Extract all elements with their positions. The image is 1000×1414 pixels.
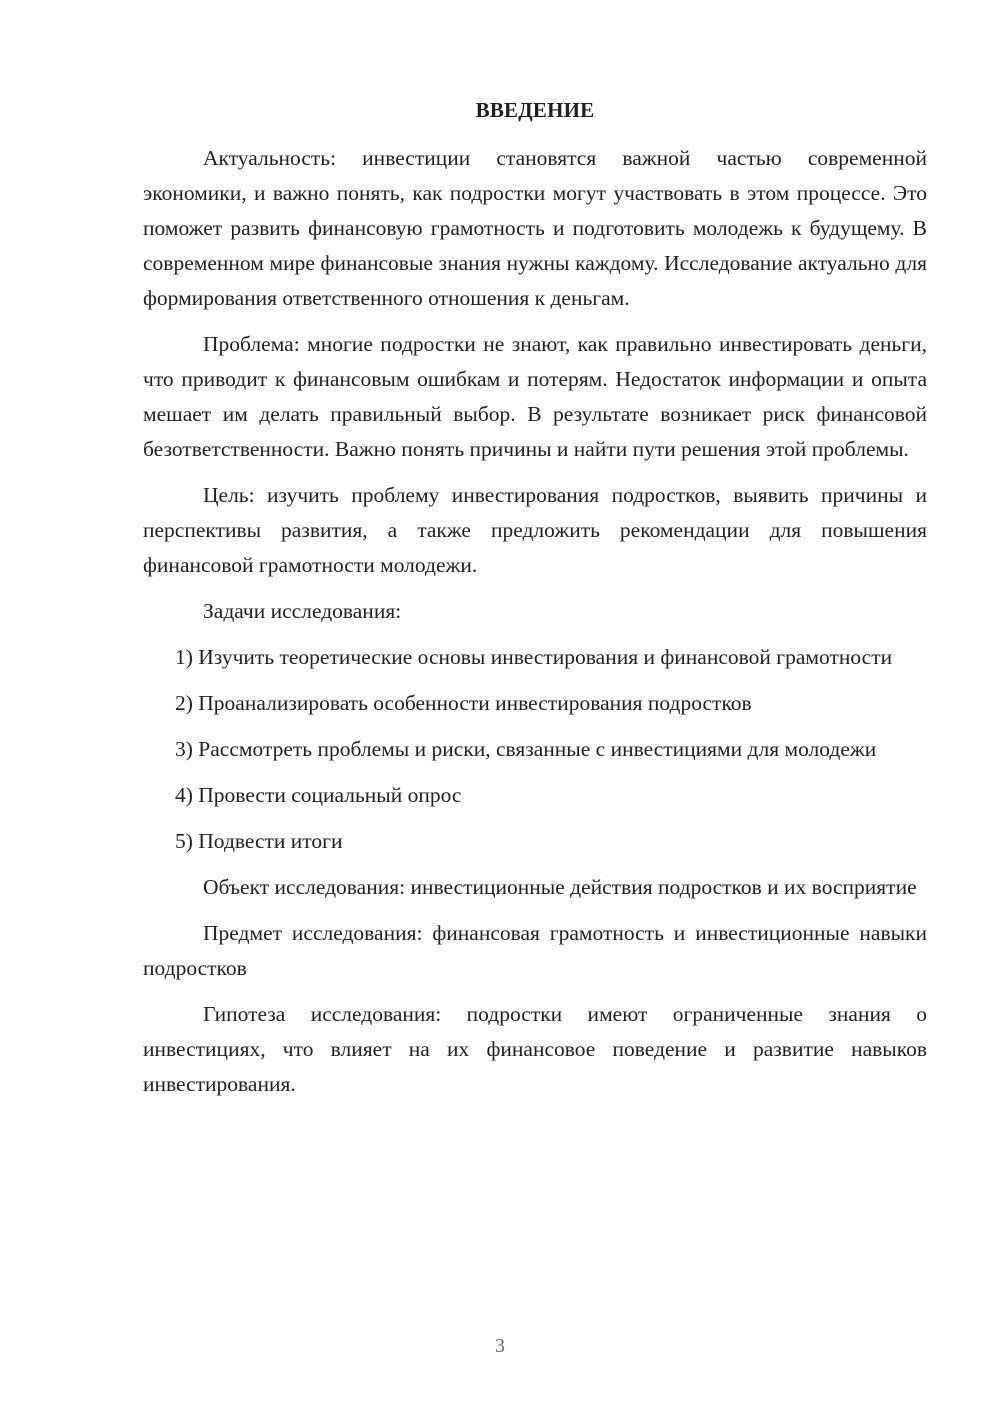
- problem-paragraph: Проблема: многие подростки не знают, как правильно инвестировать деньги, что приводит к финансовым ошибкам и потерям. Недостаток информации и опыта мешает им делать правильный выбор. В результате возникает риск финансовой безответственности. Важно понять причины и найти пути решения этой проблемы.: [143, 332, 927, 461]
- page-number: 3: [495, 1335, 505, 1357]
- object-paragraph: Объект исследования: инвестиционные действия подростков и их восприятие: [203, 875, 917, 899]
- subject-paragraph: Предмет исследования: финансовая грамотность и инвестиционные навыки подростков: [143, 921, 927, 980]
- task-item-4: 4) Провести социальный опрос: [175, 783, 462, 807]
- goal-paragraph: Цель: изучить проблему инвестирования подростков, выявить причины и перспективы развития, а также предложить рекомендации для повышения финансовой грамотности молодежи.: [143, 483, 927, 577]
- task-item-1: 1) Изучить теоретические основы инвестирования и финансовой грамотности: [175, 645, 893, 669]
- relevance-paragraph: Актуальность: инвестиции становятся важной частью современной экономики, и важно понять, как подростки могут участвовать в этом процессе. Это поможет развить финансовую грамотность и подготовить молодежь к будущему. В современном мире финансовые знания нужны каждому. Исследование актуально для формирования ответственного отношения к деньгам.: [143, 146, 927, 310]
- section-title: ВВЕДЕНИЕ: [475, 98, 595, 122]
- hypothesis-paragraph: Гипотеза исследования: подростки имеют ограниченные знания о инвестициях, что влияет на их финансовое поведение и развитие навыков инвестирования.: [143, 1002, 927, 1096]
- page-content: [143, 93, 927, 1102]
- task-item-5: 5) Подвести итоги: [175, 829, 343, 853]
- task-item-3: 3) Рассмотреть проблемы и риски, связанные с инвестициями для молодежи: [175, 737, 877, 761]
- tasks-heading: Задачи исследования:: [203, 599, 402, 623]
- task-item-2: 2) Проанализировать особенности инвестирования подростков: [175, 691, 752, 715]
